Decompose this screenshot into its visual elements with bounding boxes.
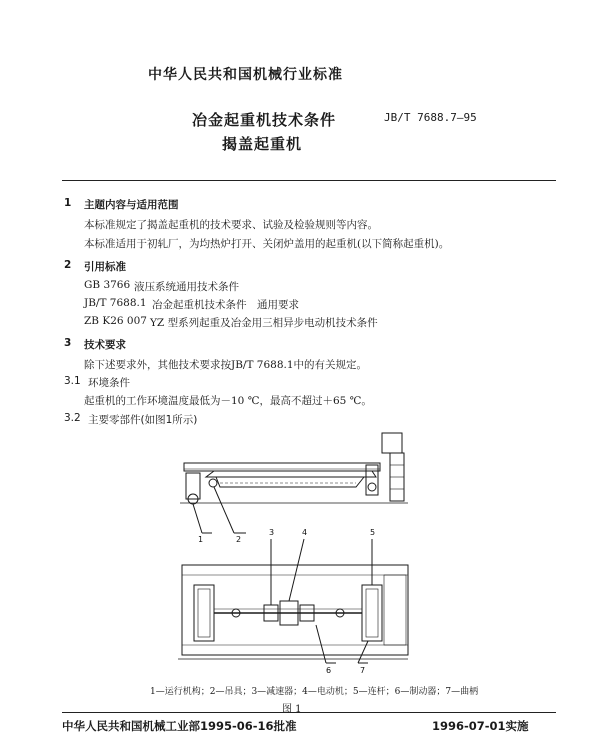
section-1-paragraph: 本标准适用于初轧厂，为均热炉打开、关闭炉盖用的起重机(以下简称起重机)。 [84,238,450,250]
section-3-1-title: 环境条件 [88,377,130,389]
crane-figure [176,425,416,680]
section-3-2-number: 3.2 [64,412,81,424]
callout-6: 6 [326,666,332,675]
callout-2: 2 [236,535,242,544]
section-3-intro: 除下述要求外，其他技术要求按JB/T 7688.1中的有关规定。 [84,359,368,371]
section-2-title: 引用标准 [84,261,126,273]
section-3-number: 3 [64,337,72,349]
footer-rule [62,712,556,713]
callout-7: 7 [360,666,366,675]
document-title: 冶金起重机技术条件 [192,111,337,129]
section-3-title: 技术要求 [84,339,126,351]
callout-4: 4 [302,528,308,537]
reference-code: GB 3766 [84,279,131,291]
callout-1: 1 [198,535,204,544]
section-3-1-number: 3.1 [64,375,81,387]
section-3-2-title: 主要零部件(如图1所示) [88,414,198,426]
section-1-number: 1 [64,197,72,209]
callout-3: 3 [269,528,275,537]
figure-label: 图 1 [282,704,302,715]
section-2-number: 2 [64,259,72,271]
approval-line: 中华人民共和国机械工业部1995-06-16批准 [62,719,297,733]
section-3-1-text: 起重机的工作环境温度最低为－10 ℃，最高不超过＋65 ℃。 [84,395,372,407]
document-subtitle: 揭盖起重机 [222,135,303,153]
section-1-paragraph: 本标准规定了揭盖起重机的技术要求、试验及检验规则等内容。 [84,219,378,231]
figure-caption: 1—运行机构；2—吊具；3—减速器；4—电动机；5—连杆；6—制动器；7—曲柄 [150,687,479,697]
reference-name: 液压系统通用技术条件 [134,281,239,293]
issuing-organization: 中华人民共和国机械行业标准 [148,67,343,83]
reference-name: YZ 型系列起重及冶金用三相异步电动机技术条件 [150,317,378,329]
reference-name: 冶金起重机技术条件 通用要求 [152,299,299,311]
callout-5: 5 [370,528,376,537]
header-rule [62,180,556,181]
effective-date: 1996-07-01实施 [432,719,529,733]
reference-code: ZB K26 007 [84,315,147,327]
section-1-title: 主题内容与适用范围 [84,199,179,211]
reference-code: JB/T 7688.1 [84,297,147,309]
crane-elevation-view [180,433,408,504]
crane-plan-view [178,565,408,659]
standard-number: JB/T 7688.7—95 [384,111,477,124]
